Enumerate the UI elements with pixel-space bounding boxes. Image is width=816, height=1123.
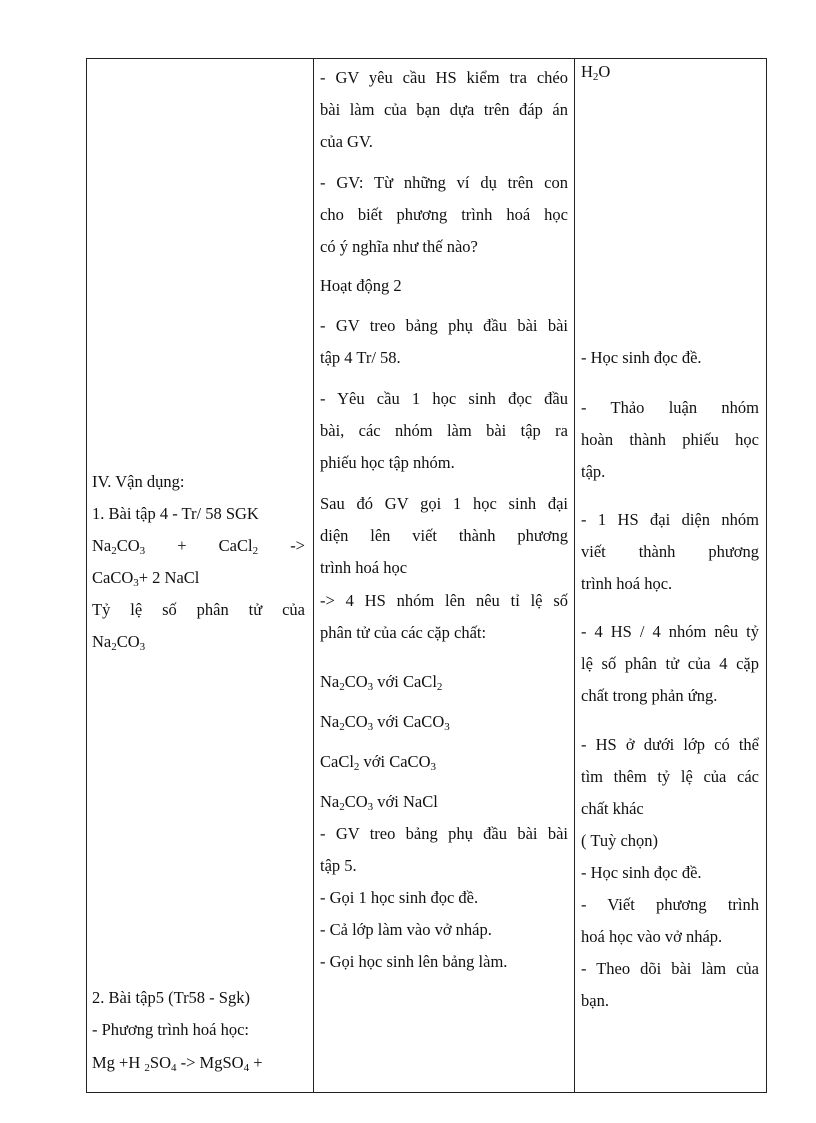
teacher-text: - Yêu cầu 1 học sinh đọc đầu: [320, 389, 568, 408]
teacher-text: - Gọi 1 học sinh đọc đề.: [320, 888, 479, 907]
teacher-text: - GV: Từ những ví dụ trên con: [320, 173, 568, 192]
student-text: - HS ở dưới lớp có thể: [581, 735, 759, 754]
exercise-4-equation-cont: CaCO$_3$+ 2 NaCl: [92, 568, 200, 589]
student-text: tìm thêm tỷ lệ của các: [581, 767, 759, 786]
student-text: chất trong phản ứng.: [581, 686, 718, 705]
exercise-4-title: 1. Bài tập 4 - Tr/ 58 SGK: [92, 504, 259, 523]
teacher-text: - GV treo bảng phụ đầu bài bài: [320, 316, 568, 335]
teacher-text: trình hoá học: [320, 558, 408, 577]
compound-pair: $Na_2CO_3$ với CaCO$_3$: [320, 712, 450, 733]
student-text: - Theo dõi bài làm của: [581, 959, 759, 978]
exercise-5-equation: Mg +H $_2SO_4$ -> MgSO$_4$ +: [92, 1053, 263, 1074]
student-text: bạn.: [581, 991, 609, 1010]
student-text: chất khác: [581, 799, 644, 818]
column-student-activity: [575, 58, 766, 1093]
teacher-text: - GV treo bảng phụ đầu bài bài: [320, 824, 568, 843]
teacher-text: tập 5.: [320, 856, 357, 875]
section-heading: IV. Vận dụng:: [92, 472, 185, 491]
exercise-4-equation: $Na_2CO_3$ + CaCl$_2$ ->: [92, 536, 305, 557]
teacher-text: của GV.: [320, 132, 373, 151]
teacher-text: phân tử của các cặp chất:: [320, 623, 487, 642]
teacher-text: diện lên viết thành phương: [320, 526, 568, 545]
ratio-question-cont: $Na_2CO_3$: [92, 632, 146, 653]
compound-pair: $Na_2CO_3$ với NaCl: [320, 792, 438, 813]
student-text: - Viết phương trình: [581, 895, 759, 914]
compound-pair: $Na_2CO_3$ với CaCl$_2$: [320, 672, 443, 693]
student-text: viết thành phương: [581, 542, 759, 561]
student-text: - Học sinh đọc đề.: [581, 863, 702, 882]
teacher-text: Sau đó GV gọi 1 học sinh đại: [320, 494, 568, 513]
student-text: ( Tuỳ chọn): [581, 831, 659, 850]
teacher-text: - Gọi học sinh lên bảng làm.: [320, 952, 508, 971]
teacher-text: -> 4 HS nhóm lên nêu tỉ lệ số: [320, 591, 568, 610]
column-content-section: [86, 58, 313, 1093]
teacher-text: bài làm của bạn dựa trên đáp án: [320, 100, 568, 119]
student-text: lệ số phân tử của 4 cặp: [581, 654, 759, 673]
teacher-text: bài, các nhóm làm bài tập ra: [320, 421, 568, 440]
column-teacher-activity: [314, 58, 574, 1093]
student-text: - Học sinh đọc đề.: [581, 348, 702, 367]
activity-heading: Hoạt động 2: [320, 276, 402, 295]
student-text: - 4 HS / 4 nhóm nêu tỷ: [581, 622, 759, 641]
student-text: hoàn thành phiếu học: [581, 430, 759, 449]
teacher-text: có ý nghĩa như thế nào?: [320, 237, 478, 256]
exercise-5-subtitle: - Phương trình hoá học:: [92, 1020, 249, 1039]
teacher-text: tập 4 Tr/ 58.: [320, 348, 401, 367]
student-text: - 1 HS đại diện nhóm: [581, 510, 759, 529]
student-text: trình hoá học.: [581, 574, 673, 593]
student-text: - Thảo luận nhóm: [581, 398, 759, 417]
teacher-text: phiếu học tập nhóm.: [320, 453, 455, 472]
teacher-text: - Cả lớp làm vào vở nháp.: [320, 920, 492, 939]
formula-text: $H_2O$: [581, 62, 611, 83]
teacher-text: cho biết phương trình hoá học: [320, 205, 568, 224]
student-text: tập.: [581, 462, 606, 481]
student-text: hoá học vào vở nháp.: [581, 927, 723, 946]
ratio-question: Tỷ lệ số phân tử của: [92, 600, 305, 619]
teacher-text: - GV yêu cầu HS kiểm tra chéo: [320, 68, 568, 87]
compound-pair: CaCl$_2$ với CaCO$_3$: [320, 752, 436, 773]
exercise-5-title: 2. Bài tập5 (Tr58 - Sgk): [92, 988, 250, 1007]
